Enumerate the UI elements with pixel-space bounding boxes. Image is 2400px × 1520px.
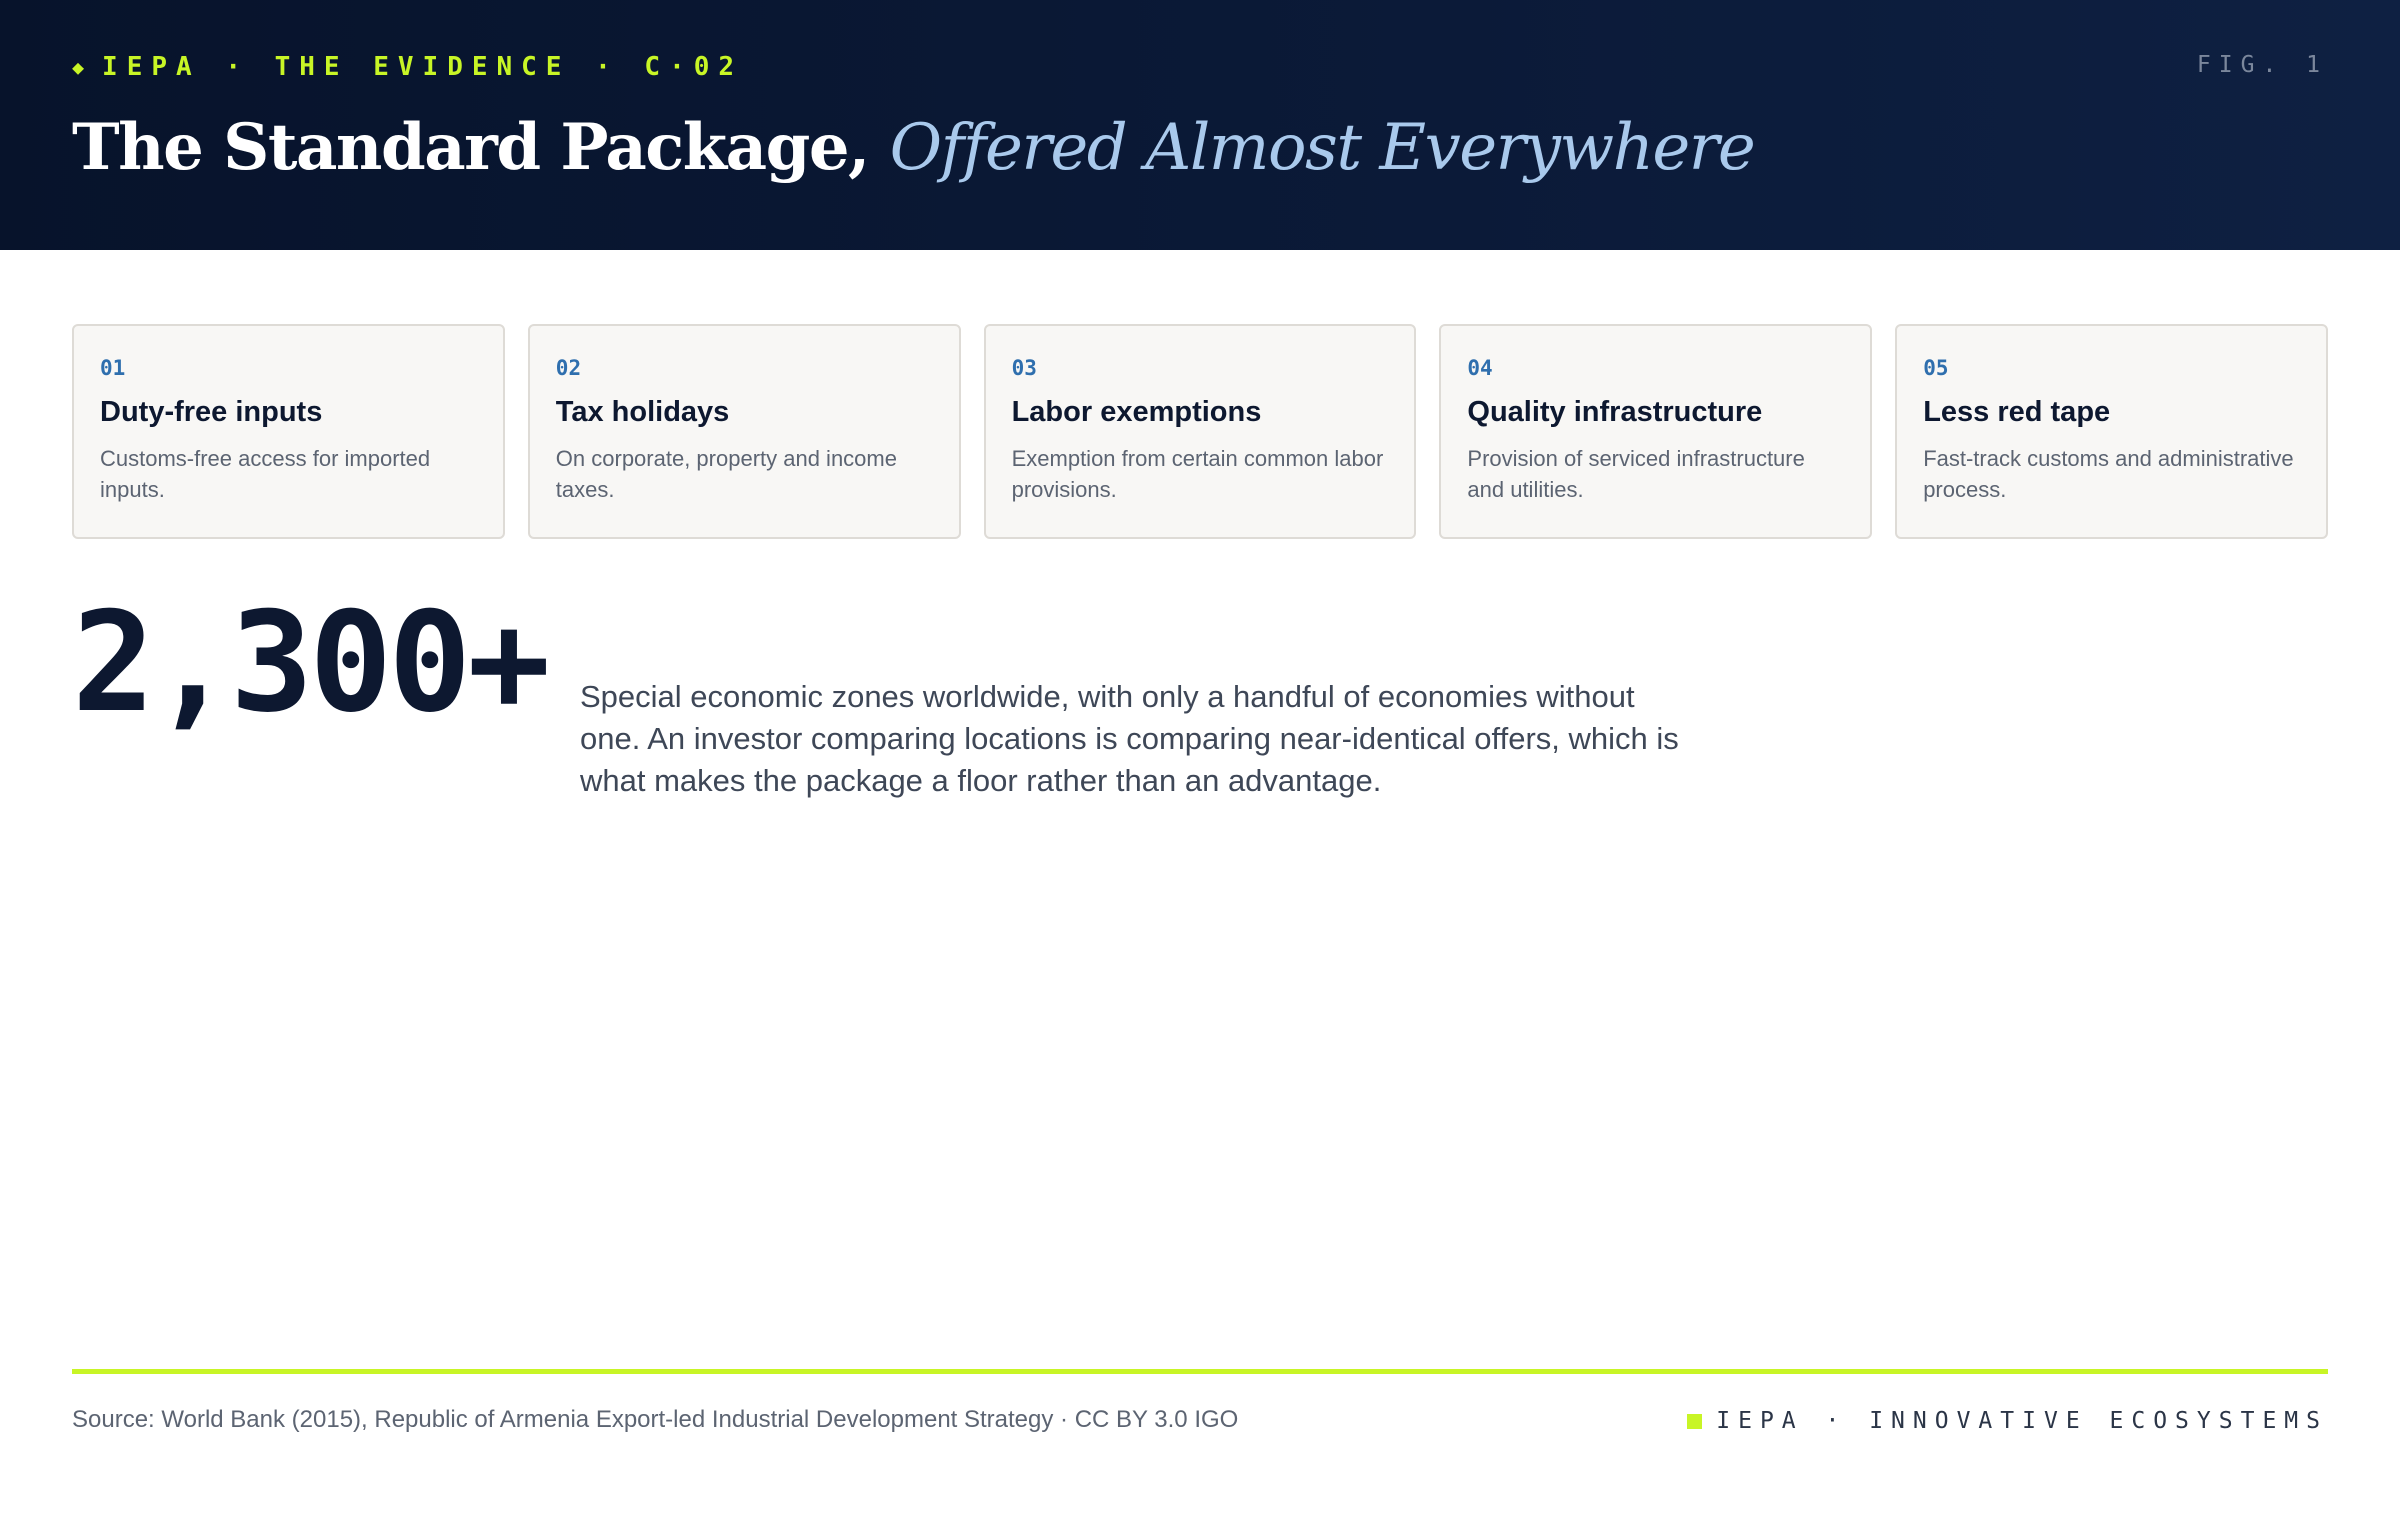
card-description: Provision of serviced infrastructure and utilities. <box>1467 446 1805 502</box>
eyebrow-text: IEPA · THE EVIDENCE · C·02 <box>102 52 744 82</box>
title-accent: Offered Almost Everywhere <box>889 111 1755 185</box>
feature-cards <box>72 324 2328 539</box>
feature-card <box>72 324 505 539</box>
card-title: Duty-free inputs <box>100 396 323 428</box>
card-number: 04 <box>1467 356 1493 380</box>
footer-divider <box>72 1369 2328 1374</box>
card-number: 02 <box>555 356 582 380</box>
feature-card <box>1895 324 2328 539</box>
brand-text: IEPA · INNOVATIVE ECOSYSTEMS <box>1716 1408 2328 1434</box>
card-description: Customs-free access for imported inputs. <box>100 446 431 502</box>
card-title: Tax holidays <box>555 396 730 428</box>
card-number: 01 <box>100 356 126 380</box>
footer-brand <box>1687 1408 2328 1434</box>
card-number: 05 <box>1923 356 1949 380</box>
stat-value: 2,300+ <box>72 582 547 743</box>
card-description: On corporate, property and income taxes. <box>555 446 897 502</box>
card-title: Labor exemptions <box>1011 396 1262 428</box>
feature-card <box>528 324 961 539</box>
card-title: Less red tape <box>1923 396 2111 428</box>
eyebrow <box>72 52 743 82</box>
card-title: Quality infrastructure <box>1467 396 1763 428</box>
title-main: The Standard Package, <box>72 110 869 185</box>
card-description: Fast-track customs and administrative process. <box>1923 446 2294 502</box>
figure-label: FIG. 1 <box>2196 52 2328 78</box>
diamond-icon: ◆ <box>72 55 85 79</box>
feature-card <box>984 324 1417 539</box>
feature-card <box>1439 324 1872 539</box>
stat-description: Special economic zones worldwide, with only a handful of economies without one. An investor comparing locations is comparing near-identical offers, which is what makes the package a floor rather than an advantage. <box>580 679 1679 798</box>
page-title <box>72 110 1754 185</box>
card-description: Exemption from certain common labor provisions. <box>1011 446 1384 502</box>
brand-square-icon <box>1687 1414 1702 1429</box>
source-citation: Source: World Bank (2015), Republic of Armenia Export-led Industrial Development Strategy · CC BY 3.0 IGO <box>72 1406 1239 1433</box>
card-number: 03 <box>1011 356 1037 380</box>
header-banner <box>0 0 2400 250</box>
